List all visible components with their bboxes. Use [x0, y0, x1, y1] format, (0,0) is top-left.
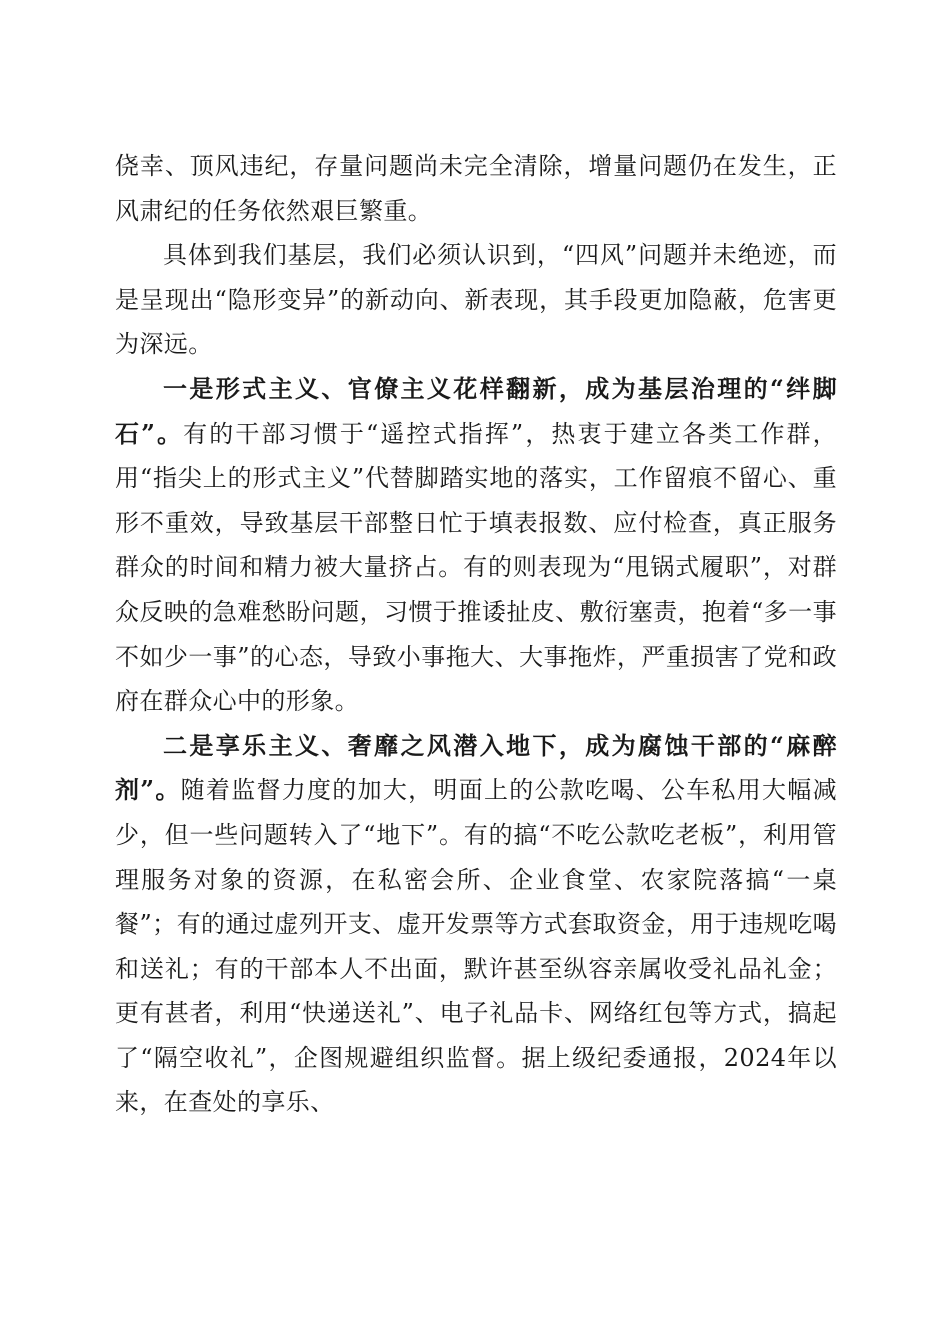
body-text [115, 144, 837, 1125]
paragraph-point-one [115, 367, 837, 724]
paragraph-point-two [115, 724, 837, 1125]
paragraph-text: 侥幸、顶风违纪，存量问题尚未完全清除，增量问题仍在发生，正风肃纪的任务依然艰巨繁重。 [115, 152, 837, 225]
paragraph-lead: 二是享乐主义、奢靡之风潜入地下，成为腐蚀干部的“麻醉剂”。 [115, 730, 837, 805]
paragraph-lead: 一是形式主义、官僚主义花样翻新，成为基层治理的“绊脚石”。 [115, 373, 837, 448]
paragraph-text: 具体到我们基层，我们必须认识到，“四风”问题并未绝迹，而是呈现出“隐形变异”的新动向、新表现，其手段更加隐蔽，危害更为深远。 [115, 241, 837, 359]
paragraph-text: 随着监督力度的加大，明面上的公款吃喝、公车私用大幅减少，但一些问题转入了“地下”。有的搞“不吃公款吃老板”，利用管理服务对象的资源，在私密会所、企业食堂、农家院落搞“一桌餐”；有的通过虚列开支、虚开发票等方式套取资金，用于违规吃喝和送礼；有的干部本人不出面，默许甚至纵容亲属收受礼品礼金；更有甚者，利用“快递送礼”、电子礼品卡、网络红包等方式，搞起了“隔空收礼”，企图规避组织监督。据上级纪委通报，2024年以来，在查处的享乐、 [115, 776, 837, 1117]
paragraph-text: 有的干部习惯于“遥控式指挥”，热衷于建立各类工作群，用“指尖上的形式主义”代替脚踏实地的落实，工作留痕不留心、重形不重效，导致基层干部整日忙于填表报数、应付检查，真正服务群众的时间和精力被大量挤占。有的则表现为“甩锅式履职”，对群众反映的急难愁盼问题，习惯于推诿扯皮、敷衍塞责，抱着“多一事不如少一事”的心态，导致小事拖大、大事拖炸，严重损害了党和政府在群众心中的形象。 [115, 419, 837, 716]
paragraph-continuation [115, 144, 837, 233]
paragraph-intro [115, 233, 837, 367]
